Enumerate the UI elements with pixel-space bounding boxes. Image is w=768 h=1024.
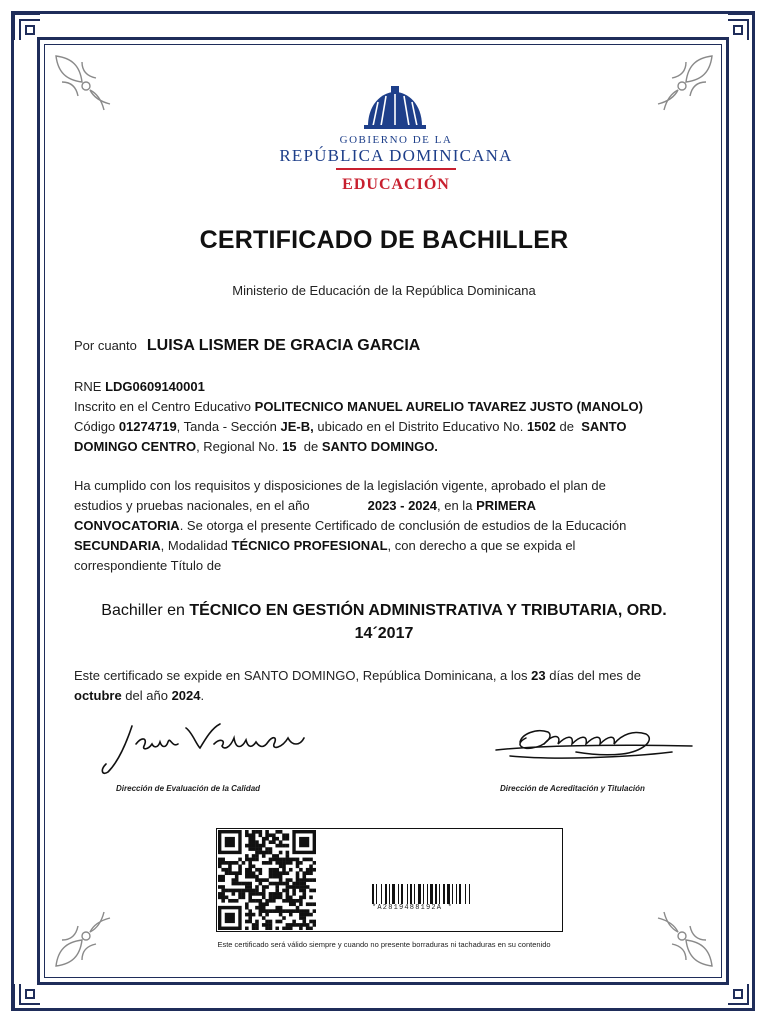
body-text-4b: , con derecho a que se expida el xyxy=(387,538,576,553)
flourish-top-right xyxy=(654,52,716,114)
center-name: POLITECNICO MANUEL AURELIO TAVAREZ JUSTO (MANOLO) xyxy=(254,399,643,414)
district-text: ubicado en el Distrito Educativo No. xyxy=(317,419,524,434)
body-text-2b: , en la xyxy=(437,498,473,513)
ministry-name: EDUCACIÓN xyxy=(342,176,450,193)
signature-right xyxy=(492,716,698,772)
career-title-2: 14´2017 xyxy=(354,625,414,642)
gov-line-1: GOBIERNO DE LA xyxy=(339,134,453,146)
career-title-1: TÉCNICO EN GESTIÓN ADMINISTRATIVA Y TRIBUTARIA, ORD. xyxy=(189,602,667,619)
corner-ornament-top-left xyxy=(12,12,42,42)
municipality-part-2: DOMINGO CENTRO xyxy=(74,439,197,454)
body-line-4 xyxy=(74,536,575,556)
center-line xyxy=(74,397,643,417)
body-text-4: , Modalidad xyxy=(160,538,228,553)
corner-ornament-top-right xyxy=(726,12,756,42)
modality-value: TÉCNICO PROFESIONAL xyxy=(231,538,388,553)
student-name: LUISA LISMER DE GRACIA GARCIA xyxy=(146,337,421,354)
tanda-text: , Tanda - Sección xyxy=(176,419,277,434)
certificate-subtitle: Ministerio de Educación de la República Dominicana xyxy=(232,283,536,298)
issue-year: 2024 xyxy=(171,688,201,703)
flourish-bottom-right xyxy=(654,908,716,970)
flourish-bottom-left xyxy=(52,908,114,970)
flourish-top-left xyxy=(52,52,114,114)
rne-line xyxy=(74,377,205,397)
issue-line-2 xyxy=(74,686,204,706)
corner-ornament-bottom-right xyxy=(726,982,756,1012)
municipality-part-1: SANTO xyxy=(581,419,627,434)
school-year: 2023 - 2024 xyxy=(367,498,438,513)
government-logo xyxy=(250,86,542,198)
regional-text: , Regional No. xyxy=(196,439,279,454)
student-line xyxy=(74,336,420,356)
signature-left xyxy=(96,714,316,780)
barcode xyxy=(372,884,504,904)
corner-ornament-bottom-left xyxy=(12,982,42,1012)
code-line xyxy=(74,417,626,437)
body-line-5 xyxy=(74,556,221,576)
district-value: 1502 xyxy=(526,419,556,434)
code-prefix: Código xyxy=(74,419,116,434)
body-line-1 xyxy=(74,476,606,496)
dome-icon xyxy=(360,86,430,130)
qr-code[interactable] xyxy=(218,830,316,930)
body-text-2: estudios y pruebas nacionales, en el año xyxy=(74,498,310,513)
career-line-1 xyxy=(74,599,694,622)
body-line-3 xyxy=(74,516,626,536)
convocatoria-part-1: PRIMERA xyxy=(476,498,537,513)
gov-line-2: REPÚBLICA DOMINICANA xyxy=(279,146,513,165)
body-line-2 xyxy=(74,496,536,516)
center-prefix: Inscrito en el Centro Educativo xyxy=(74,399,252,414)
signature-right-caption: Dirección de Acreditación y Titulación xyxy=(500,784,645,793)
rne-value: LDG0609140001 xyxy=(105,379,205,394)
student-label: Por cuanto xyxy=(74,338,137,353)
issue-text-3: del año xyxy=(125,688,168,703)
issue-month: octubre xyxy=(74,688,122,703)
issue-day: 23 xyxy=(531,668,546,683)
validity-footnote: Este certificado será válido siempre y cuando no presente borraduras ni tachaduras en su contenido xyxy=(217,940,551,949)
issue-text-1: Este certificado se expide en SANTO DOMINGO, República Dominicana, a los xyxy=(74,668,528,683)
body-text-3: . Se otorga el presente Certificado de conclusión de estudios de la Educación xyxy=(179,518,627,533)
de-text-2: de xyxy=(303,439,319,454)
career-prefix: Bachiller en xyxy=(101,602,185,619)
issue-line-1 xyxy=(74,666,641,686)
barcode-text: *A2819488192A * xyxy=(372,904,454,912)
signature-left-caption: Dirección de Evaluación de la Calidad xyxy=(116,784,261,793)
issue-end: . xyxy=(200,688,205,703)
rne-label: RNE xyxy=(74,379,102,394)
regional-value: 15 xyxy=(282,439,297,454)
regional-line xyxy=(74,437,438,457)
education-level: SECUNDARIA xyxy=(74,538,161,553)
career-block xyxy=(74,599,694,645)
province-value: SANTO DOMINGO. xyxy=(321,439,438,454)
de-text: de xyxy=(559,419,574,434)
issue-text-2: días del mes de xyxy=(549,668,642,683)
body-text-5: correspondiente Título de xyxy=(74,558,222,573)
center-code: 01274719 xyxy=(118,419,177,434)
career-line-2 xyxy=(74,622,694,645)
body-text-1: Ha cumplido con los requisitos y disposiciones de la legislación vigente, aprobado el plan de xyxy=(74,478,606,493)
certificate-title: CERTIFICADO DE BACHILLER xyxy=(199,226,569,254)
section-value: JE-B, xyxy=(280,419,314,434)
convocatoria-part-2: CONVOCATORIA xyxy=(74,518,180,533)
logo-divider xyxy=(336,168,456,170)
